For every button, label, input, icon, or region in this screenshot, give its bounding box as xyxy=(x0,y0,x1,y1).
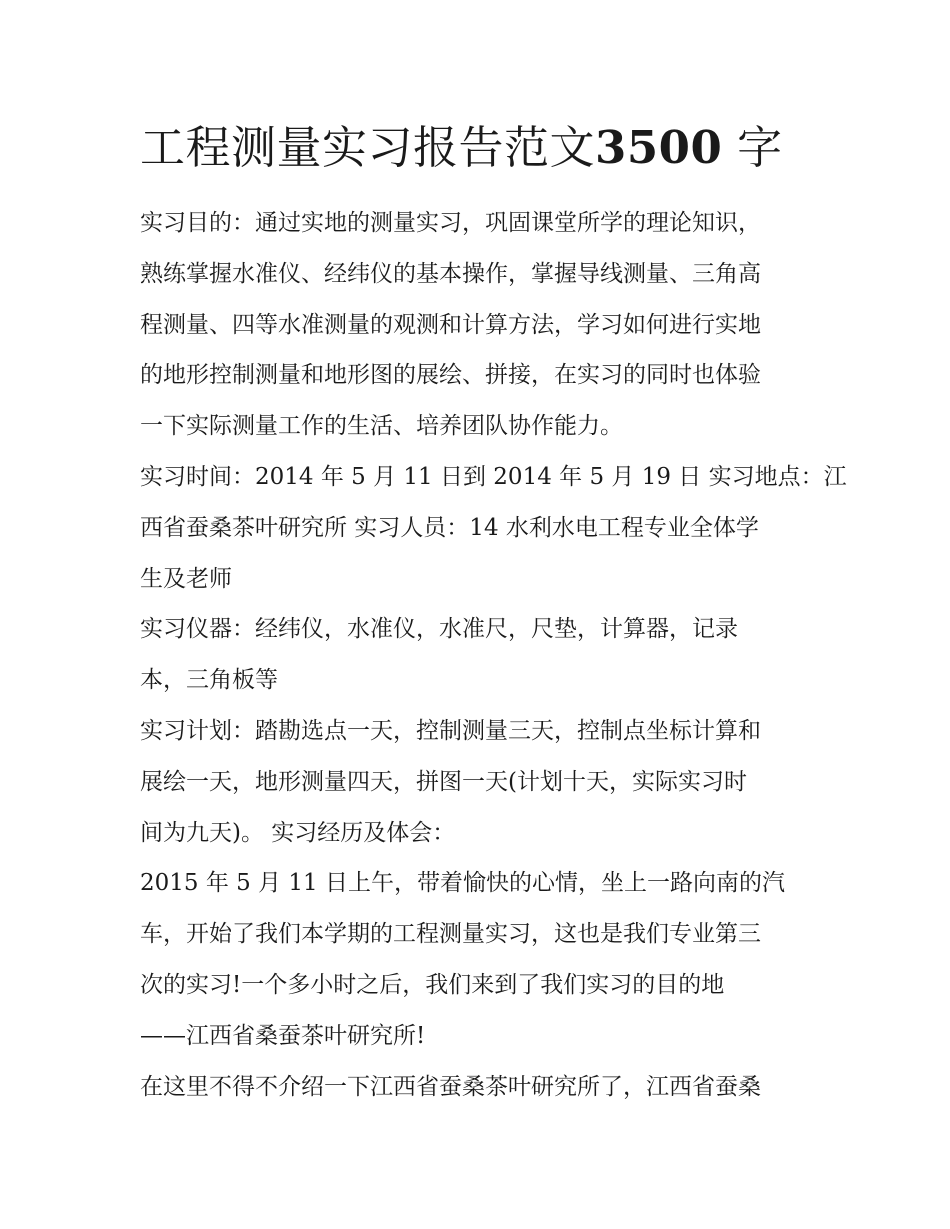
paragraph-plan xyxy=(140,706,820,858)
title-text: 工程测量实习报告范文 xyxy=(140,121,596,174)
paragraph-purpose xyxy=(140,198,820,452)
text-line: 间为九天)。 实习经历及体会： xyxy=(140,819,456,846)
paragraph-experience xyxy=(140,858,820,1061)
text-line: 本，三角板等 xyxy=(140,667,278,694)
text-line: 实习仪器：经纬仪，水准仪，水准尺，尺垫，计算器，记录 xyxy=(140,616,738,643)
text-line: 实习计划：踏勘选点一天，控制测量三天，控制点坐标计算和 xyxy=(140,717,761,744)
document-title xyxy=(140,112,840,184)
text-line: 生及老师 xyxy=(140,565,232,592)
text-line: 西省蚕桑茶叶研究所 实习人员：14 水利水电工程专业全体学 xyxy=(140,514,759,541)
text-line: 的地形控制测量和地形图的展绘、拼接，在实习的同时也体验 xyxy=(140,362,761,389)
text-line: 次的实习!一个多小时之后，我们来到了我们实习的目的地 xyxy=(140,971,725,998)
title-suffix: 字 xyxy=(737,121,783,174)
text-line: 车，开始了我们本学期的工程测量实习，这也是我们专业第三 xyxy=(140,921,761,948)
text-line: 实习目的：通过实地的测量实习，巩固课堂所学的理论知识， xyxy=(140,210,761,236)
paragraph-time-location xyxy=(140,452,847,604)
text-line: 一下实际测量工作的生活、培养团队协作能力。 xyxy=(140,413,623,440)
text-line: 程测量、四等水准测量的观测和计算方法，学习如何进行实地 xyxy=(140,311,761,338)
text-line: 在这里不得不介绍一下江西省蚕桑茶叶研究所了，江西省蚕桑 xyxy=(140,1073,761,1100)
text-line: 展绘一天，地形测量四天，拼图一天(计划十天，实际实习时 xyxy=(140,768,747,795)
document-body xyxy=(140,198,847,1112)
paragraph-introduction xyxy=(140,1062,820,1113)
text-line: 实习时间：2014 年 5 月 11 日到 2014 年 5 月 19 日 实习地点：江 xyxy=(140,463,847,490)
title-number: 3500 xyxy=(595,121,723,174)
text-line: 熟练掌握水准仪、经纬仪的基本操作，掌握导线测量、三角高 xyxy=(140,260,761,287)
paragraph-instruments xyxy=(140,604,820,706)
text-line: ——江西省桑蚕茶叶研究所! xyxy=(140,1022,426,1049)
text-line: 2015 年 5 月 11 日上午，带着愉快的心情，坐上一路向南的汽 xyxy=(140,870,785,897)
